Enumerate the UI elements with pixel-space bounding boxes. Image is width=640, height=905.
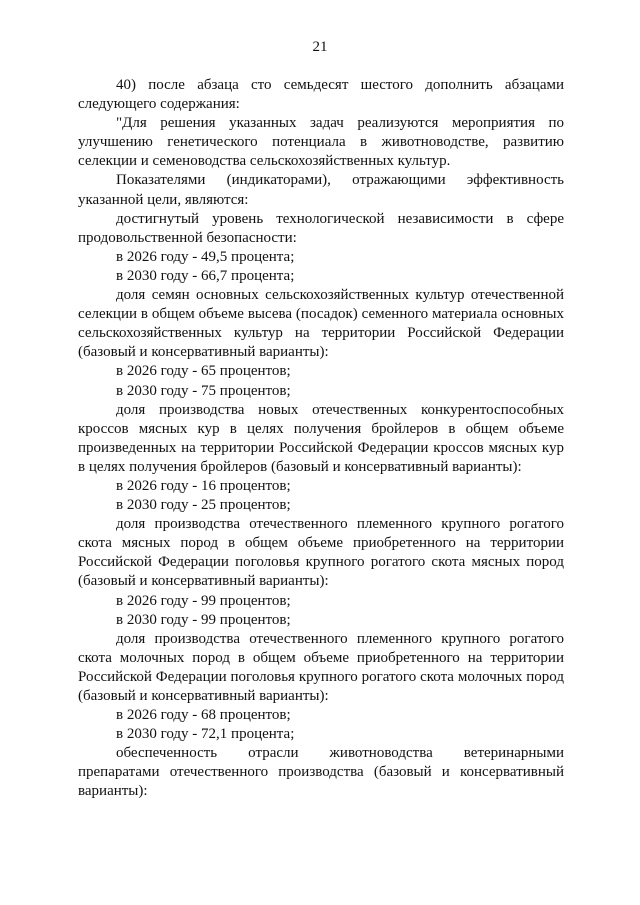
paragraph-value-2030: в 2030 году - 72,1 процента;	[116, 726, 295, 743]
paragraph-indicator-dairy-cattle: доля производства отечественного племенного крупного рогатого скота молочных пород в общем объеме приобретенного на территории Российской Федерации поголовья крупного рогатого скота молочных пород (базовый и консервативный варианты):	[78, 630, 564, 704]
paragraph-value-2026: в 2026 году - 16 процентов;	[116, 477, 291, 494]
paragraph-value-2030: в 2030 году - 66,7 процента;	[116, 267, 295, 284]
paragraph-value-2026: в 2026 году - 68 процентов;	[116, 707, 291, 724]
paragraph-amendment-intro: 40) после абзаца сто семьдесят шестого дополнить абзацами следующего содержания:	[78, 77, 564, 113]
paragraph-value-2030: в 2030 году - 75 процентов;	[116, 382, 291, 399]
paragraph-indicator-vet-drugs: обеспеченность отрасли животноводства ветеринарными препаратами отечественного производства (базовый и консервативный варианты):	[78, 745, 564, 800]
page-number: 21	[312, 39, 328, 55]
paragraph-indicator-beef-cattle: доля производства отечественного племенного крупного рогатого скота мясных пород в общем объеме приобретенного на территории Российской Федерации поголовья крупного рогатого скота мясных пород (базовый и консервативный варианты):	[78, 516, 564, 590]
paragraph-indicator-tech-independence: достигнутый уровень технологической независимости в сфере продовольственной безопасности:	[78, 210, 564, 246]
paragraph-indicator-seeds-share: доля семян основных сельскохозяйственных культур отечественной селекции в общем объеме высева (посадок) семенного материала основных сельскохозяйственных культур на территории Российской Федерации (базовый и консервативный варианты):	[78, 287, 564, 361]
paragraph-indicator-broiler-crosses: доля производства новых отечественных конкурентоспособных кроссов мясных кур в целях получения бройлеров в общем объеме произведенных на территории Российской Федерации кроссов мясных кур в целях получения бройлеров (базовый и консервативный варианты):	[78, 401, 564, 475]
paragraph-value-2026: в 2026 году - 99 процентов;	[116, 592, 291, 609]
paragraph-value-2030: в 2030 году - 99 процентов;	[116, 611, 291, 628]
paragraph-indicators-intro: Показателями (индикаторами), отражающими эффективность указанной цели, являются:	[78, 172, 564, 208]
paragraph-value-2026: в 2026 году - 49,5 процента;	[116, 248, 295, 265]
document-body	[78, 76, 564, 802]
paragraph-value-2026: в 2026 году - 65 процентов;	[116, 363, 291, 380]
paragraph-quoted-goal: "Для решения указанных задач реализуются мероприятия по улучшению генетического потенциала в животноводстве, развитию селекции и семеноводства сельскохозяйственных культур.	[78, 115, 564, 170]
paragraph-value-2030: в 2030 году - 25 процентов;	[116, 497, 291, 514]
